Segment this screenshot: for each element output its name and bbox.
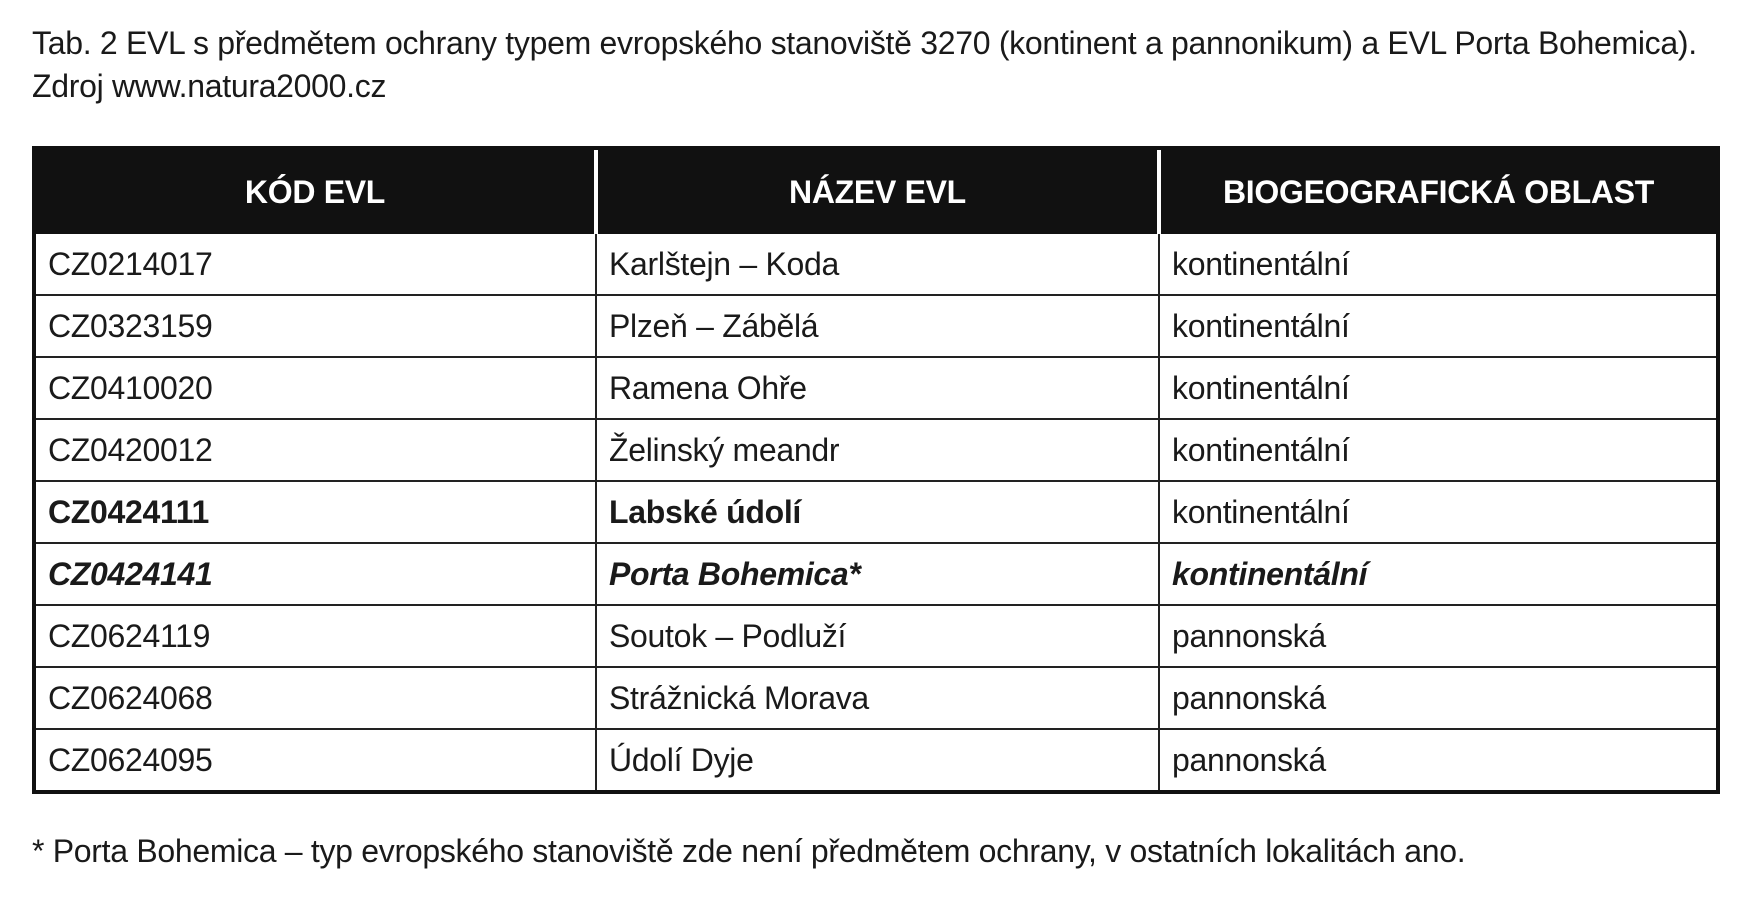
cell-code: CZ0624068 xyxy=(36,667,596,729)
column-header-name: NÁZEV EVL xyxy=(596,150,1159,234)
table-row xyxy=(36,234,1716,295)
column-header-code: KÓD EVL xyxy=(36,150,596,234)
table-row xyxy=(36,295,1716,357)
cell-code: CZ0410020 xyxy=(36,357,596,419)
column-header-region: BIOGEOGRAFICKÁ OBLAST xyxy=(1159,150,1716,234)
table-row xyxy=(36,357,1716,419)
cell-name: Údolí Dyje xyxy=(596,729,1159,790)
cell-region: kontinentální xyxy=(1159,234,1716,295)
cell-region: kontinentální xyxy=(1159,481,1716,543)
table-caption: Tab. 2 EVL s předmětem ochrany typem evropského stanoviště 3270 (kontinent a pannonikum) a EVL Porta Bohemica). Zdroj www.natura2000.cz xyxy=(32,25,1697,104)
cell-region: kontinentální xyxy=(1159,419,1716,481)
table-header-row xyxy=(36,150,1716,234)
cell-region: pannonská xyxy=(1159,605,1716,667)
cell-code: CZ0424141 xyxy=(36,543,596,605)
table-row xyxy=(36,605,1716,667)
cell-name: Strážnická Morava xyxy=(596,667,1159,729)
cell-code: CZ0214017 xyxy=(48,245,213,282)
cell-name: Ramena Ohře xyxy=(596,357,1159,419)
table-row xyxy=(36,481,1716,543)
evl-table xyxy=(32,146,1720,794)
cell-name: Plzeň – Zábělá xyxy=(596,295,1159,357)
table-row xyxy=(36,543,1716,605)
cell-name: Karlštejn – Koda xyxy=(596,234,1159,295)
cell-code: CZ0624095 xyxy=(36,729,596,790)
cell-code: CZ0323159 xyxy=(36,295,596,357)
table-row xyxy=(36,419,1716,481)
cell-region: kontinentální xyxy=(1159,357,1716,419)
cell-name: Soutok – Podluží xyxy=(596,605,1159,667)
cell-region: pannonská xyxy=(1159,667,1716,729)
table-row xyxy=(36,729,1716,790)
table-row xyxy=(36,667,1716,729)
cell-name: Labské údolí xyxy=(596,481,1159,543)
cell-name: Želinský meandr xyxy=(596,419,1159,481)
cell-code: CZ0420012 xyxy=(36,419,596,481)
cell-code: CZ0624119 xyxy=(36,605,596,667)
cell-code: CZ0424111 xyxy=(36,481,596,543)
cell-region: kontinentální xyxy=(1159,543,1716,605)
table-footnote: * Porta Bohemica – typ evropského stanoviště zde není předmětem ochrany, v ostatních lokalitách ano. xyxy=(32,833,1466,869)
cell-region: kontinentální xyxy=(1159,295,1716,357)
cell-region: pannonská xyxy=(1159,729,1716,790)
cell-name: Porta Bohemica* xyxy=(596,543,1159,605)
